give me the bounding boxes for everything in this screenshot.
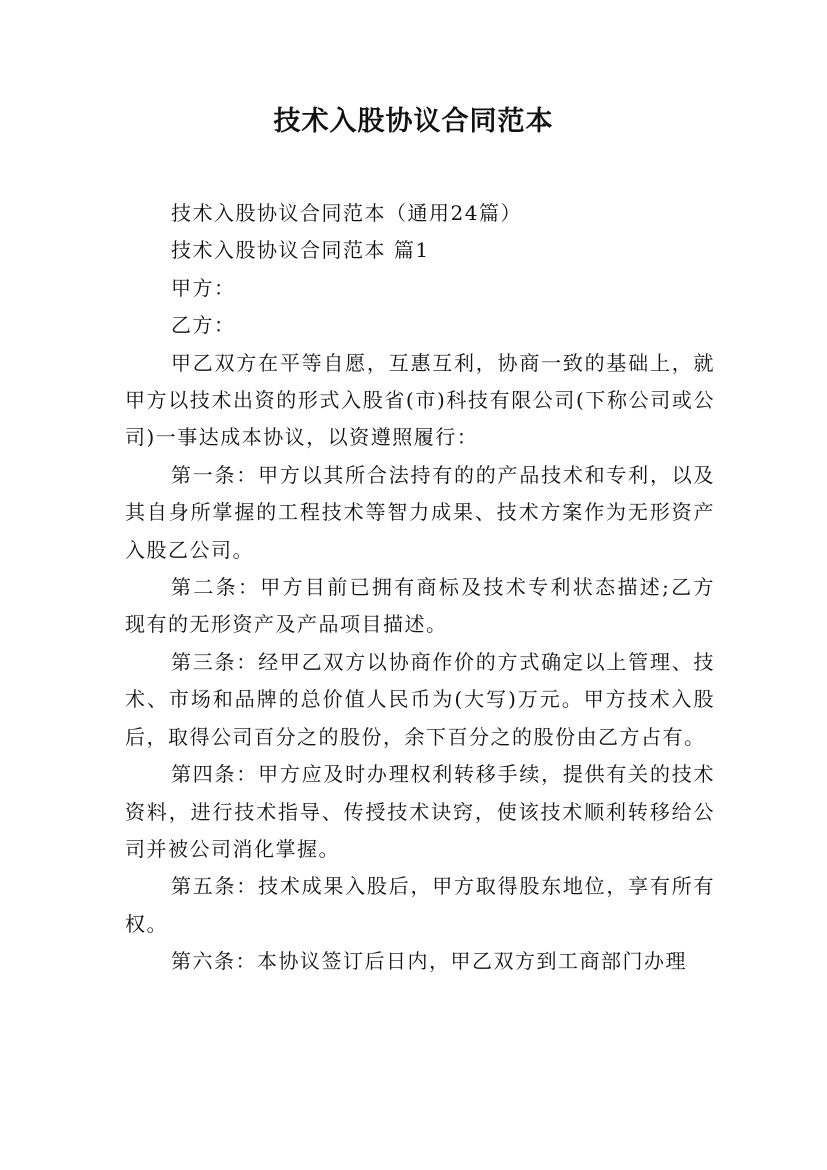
paragraph-article-2: 第二条：甲方目前已拥有商标及技术专利状态描述;乙方现有的无形资产及产品项目描述。 xyxy=(125,575,715,637)
paragraph-article-6: 第六条：本协议签订后日内，甲乙双方到工商部门办理 xyxy=(171,949,687,974)
paragraph-article-4: 第四条：甲方应及时办理权利转移手续，提供有关的技术资料，进行技术指导、传授技术诀窍，使该技术顺利转移给公司并被公司消化掌握。 xyxy=(125,762,715,861)
paragraph-party-b: 乙方： xyxy=(171,313,236,338)
paragraph-section-heading: 技术入股协议合同范本 篇1 xyxy=(171,238,430,263)
paragraph-preamble: 甲乙双方在平等自愿，互惠互利，协商一致的基础上，就甲方以技术出资的形式入股省(市)科技有限公司(下称公司或公司)一事达成本协议，以资遵照履行： xyxy=(125,350,715,450)
document-title: 技术入股协议合同范本 xyxy=(273,106,554,137)
document-body xyxy=(125,195,715,981)
paragraph-party-a: 甲方： xyxy=(171,275,236,300)
paragraph-article-3: 第三条：经甲乙双方以协商作价的方式确定以上管理、技术、市场和品牌的总价值人民币为(大写)万元。甲方技术入股后，取得公司百分之的股份，余下百分之的股份由乙方占有。 xyxy=(125,649,715,749)
paragraph-subtitle: 技术入股协议合同范本（通用24篇） xyxy=(171,201,522,225)
paragraph-article-5: 第五条：技术成果入股后，甲方取得股东地位，享有所有权。 xyxy=(125,874,715,936)
paragraph-article-1: 第一条：甲方以其所合法持有的的产品技术和专利，以及其自身所掌握的工程技术等智力成果、技术方案作为无形资产入股乙公司。 xyxy=(125,462,715,562)
